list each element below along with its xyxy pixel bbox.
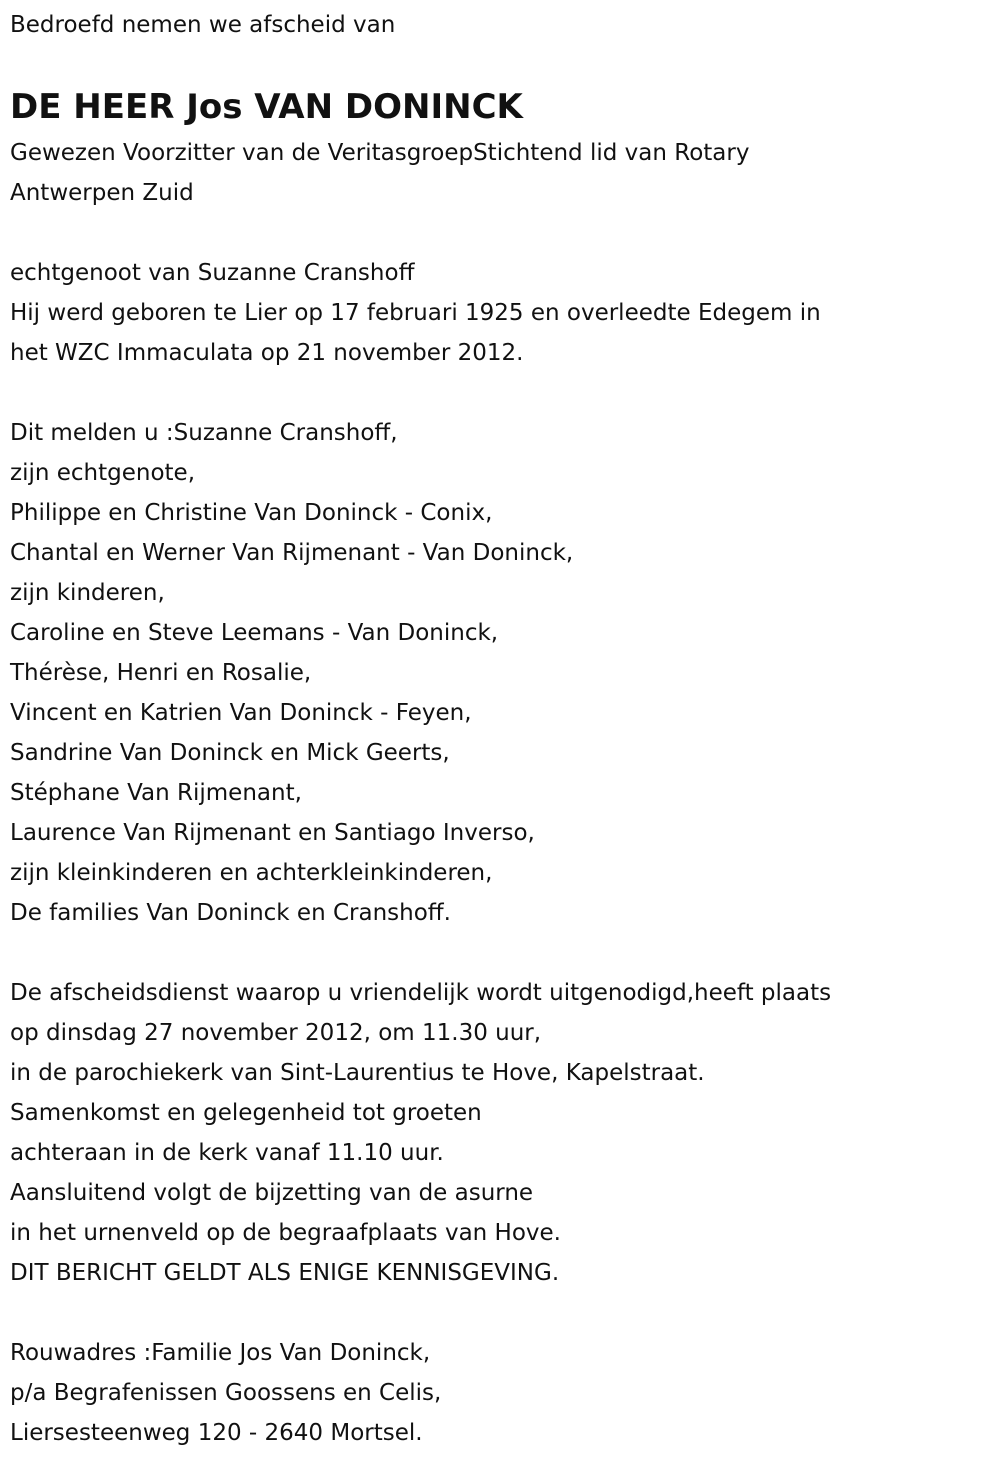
intro-text: Bedroefd nemen we afscheid van xyxy=(10,12,396,38)
text-line: Dit melden u :Suzanne Cranshoff, xyxy=(10,420,398,446)
spouse-birth-death-paragraph xyxy=(10,253,1000,373)
text-line: achteraan in de kerk vanaf 11.10 uur. xyxy=(10,1140,444,1166)
text-line: Hij werd geboren te Lier op 17 februari 1925 en overleedte Edegem in xyxy=(10,300,821,326)
text-line: Sandrine Van Doninck en Mick Geerts, xyxy=(10,740,450,766)
text-line: zijn kleinkinderen en achterkleinkinderen, xyxy=(10,860,493,886)
text-line: Samenkomst en gelegenheid tot groeten xyxy=(10,1100,482,1126)
text-line: Chantal en Werner Van Rijmenant - Van Doninck, xyxy=(10,540,574,566)
text-line: echtgenoot van Suzanne Cranshoff xyxy=(10,260,415,286)
text-line: Antwerpen Zuid xyxy=(10,180,194,206)
text-line: op dinsdag 27 november 2012, om 11.30 uur, xyxy=(10,1020,542,1046)
text-line: DIT BERICHT GELDT ALS ENIGE KENNISGEVING. xyxy=(10,1260,560,1286)
text-line: Laurence Van Rijmenant en Santiago Inverso, xyxy=(10,820,535,846)
text-line: Gewezen Voorzitter van de VeritasgroepStichtend lid van Rotary xyxy=(10,140,750,166)
text-line: Rouwadres :Familie Jos Van Doninck, xyxy=(10,1340,431,1366)
text-line: p/a Begrafenissen Goossens en Celis, xyxy=(10,1380,442,1406)
text-line: Vincent en Katrien Van Doninck - Feyen, xyxy=(10,700,472,726)
mourning-address-paragraph xyxy=(10,1333,1000,1453)
text-line: Liersesteenweg 120 - 2640 Mortsel. xyxy=(10,1420,423,1446)
text-line: De afscheidsdienst waarop u vriendelijk wordt uitgenodigd,heeft plaats xyxy=(10,980,832,1006)
text-line: het WZC Immaculata op 21 november 2012. xyxy=(10,340,524,366)
text-line: Stéphane Van Rijmenant, xyxy=(10,780,302,806)
funeral-service-paragraph xyxy=(10,973,1000,1293)
family-announcement-paragraph xyxy=(10,413,1000,933)
text-line: Caroline en Steve Leemans - Van Doninck, xyxy=(10,620,499,646)
text-line: zijn echtgenote, xyxy=(10,460,196,486)
text-line: Philippe en Christine Van Doninck - Conix, xyxy=(10,500,493,526)
text-line: in de parochiekerk van Sint-Laurentius te Hove, Kapelstraat. xyxy=(10,1060,705,1086)
text-line: in het urnenveld op de begraafplaats van Hove. xyxy=(10,1220,561,1246)
text-line: Thérèse, Henri en Rosalie, xyxy=(10,660,312,686)
text-line: De families Van Doninck en Cranshoff. xyxy=(10,900,451,926)
titles-paragraph xyxy=(10,133,1000,213)
deceased-name-heading: DE HEER Jos VAN DONINCK xyxy=(10,87,523,127)
text-line: Aansluitend volgt de bijzetting van de asurne xyxy=(10,1180,534,1206)
text-line: zijn kinderen, xyxy=(10,580,165,606)
